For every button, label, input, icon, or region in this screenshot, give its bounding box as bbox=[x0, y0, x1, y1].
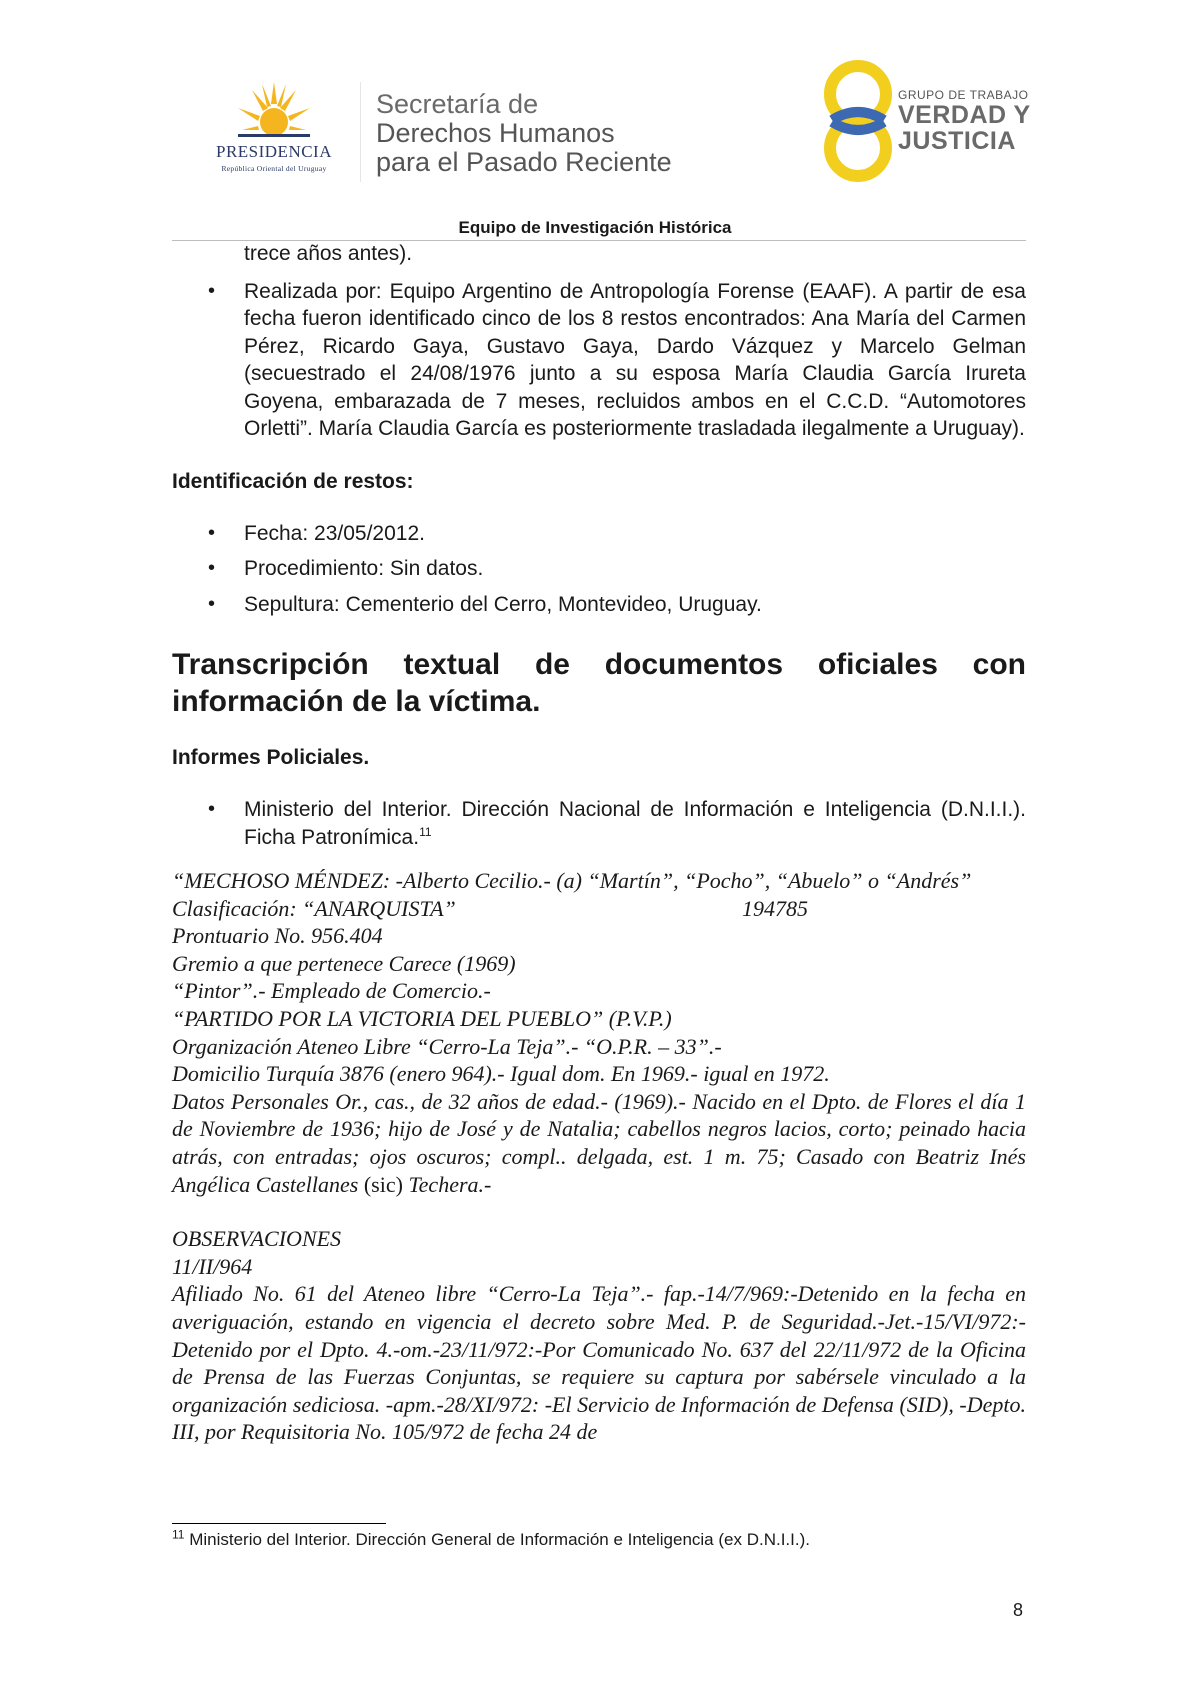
ficha-obs-text: Afiliado No. 61 del Ateneo libre “Cerro-La Teja”.- fap.-14/7/969:-Detenido en la fecha en averiguación, estando en vigencia el decreto sobre Med. P. de Seguridad.-Jet.-15/VI/972:-Detenido por el Dpto. 4.-om.-23/11/972:-Por Comunicado No. 637 del 22/11/972 de la Oficina de Prensa de las Fuerzas Conjuntas, se requiere su captura por sabérsele vinculado a la organización sediciosa. -apm.-28/XI/972: -El Servicio de Información de Defensa (SID), -Depto. III, por Requisitoria No. 105/972 de fecha 24 de bbox=[172, 1281, 1026, 1445]
ficha-gremio: Gremio a que pertenece Carece (1969) bbox=[172, 950, 516, 976]
presidencia-subtitle: República Oriental del Uruguay bbox=[221, 164, 327, 173]
presidencia-logo bbox=[198, 82, 350, 182]
header-divider bbox=[360, 82, 361, 182]
list-item: • Procedimiento: Sin datos. bbox=[172, 555, 1026, 583]
ficha-datos-text: Datos Personales Or., cas., de 32 años de edad.- (1969).- Nacido en el Dpto. de Flores el día 1 de Noviembre de 1936; hijo de José y de Natalia; cabellos negros lacios, corto; peinado hacia atrás, con entradas; ojos oscuros; compl.. delgada, est. 1 m. 75; Casado con Beatriz Inés Angélica Castellanes bbox=[172, 1088, 1026, 1197]
ficha-transcription bbox=[172, 867, 1026, 1446]
secretaria-line1: Secretaría de bbox=[376, 89, 539, 119]
ficha-domicilio: Domicilio Turquía 3876 (enero 964).- Igual dom. En 1969.- igual en 1972. bbox=[172, 1061, 830, 1087]
team-title: Equipo de Investigación Histórica bbox=[458, 218, 732, 237]
footnote-text: Ministerio del Interior. Dirección General de Información e Inteligencia (ex D.N.I.I.). bbox=[189, 1530, 810, 1549]
ficha-sic: (sic) bbox=[363, 1171, 403, 1197]
ficha-observaciones: OBSERVACIONES bbox=[172, 1226, 342, 1252]
secretaria-line2: Derechos Humanos bbox=[376, 118, 615, 148]
vyj-line2: JUSTICIA bbox=[898, 127, 1016, 155]
ficha-name: “MECHOSO MÉNDEZ: -Alberto Cecilio.- (a) “Martín”, “Pocho”, “Abuelo” o “Andrés” bbox=[172, 868, 972, 893]
informes-heading: Informes Policiales. bbox=[172, 746, 370, 769]
vyj-small: GRUPO DE TRABAJO bbox=[898, 88, 1029, 102]
list-item: • Fecha: 23/05/2012. bbox=[172, 520, 1026, 548]
ficha-partido: “PARTIDO POR LA VICTORIA DEL PUEBLO” (P.V.P.) bbox=[172, 1005, 672, 1031]
secretaria-title bbox=[376, 90, 672, 177]
ficha-clasificacion-row bbox=[172, 895, 1026, 923]
ministerio-text: Ministerio del Interior. Dirección Nacional de Información e Inteligencia (D.N.I.I.). Ficha Patronímica. bbox=[244, 798, 1026, 849]
ficha-obs-date: 11/II/964 bbox=[172, 1253, 253, 1279]
carry-line: trece años antes). bbox=[244, 242, 413, 265]
ficha-organizacion: Organización Ateneo Libre “Cerro-La Teja”.- “O.P.R. – 33”.- bbox=[172, 1033, 722, 1059]
list-item bbox=[172, 796, 1026, 851]
ficha-datos-end: Techera.- bbox=[408, 1171, 492, 1197]
ficha-ocupacion: “Pintor”.- Empleado de Comercio.- bbox=[172, 978, 491, 1004]
footnote-ref: 11 bbox=[419, 824, 432, 839]
page-number: 8 bbox=[1013, 1600, 1024, 1620]
page-content bbox=[172, 240, 1026, 1446]
identificacion-heading: Identificación de restos: bbox=[172, 469, 414, 493]
footnote-number: 11 bbox=[172, 1527, 185, 1542]
presidencia-title: PRESIDENCIA bbox=[215, 142, 332, 161]
list-item: • Sepultura: Cementerio del Cerro, Montevideo, Uruguay. bbox=[172, 591, 1026, 619]
verdad-justicia-text bbox=[898, 88, 1031, 154]
ficha-datos bbox=[172, 1088, 1026, 1198]
ficha-number: 194785 bbox=[742, 895, 808, 921]
verdad-justicia-logo-icon bbox=[822, 56, 894, 184]
identificacion-list bbox=[172, 520, 1026, 619]
ficha-clasificacion: Clasificación: “ANARQUISTA” bbox=[172, 895, 456, 921]
vyj-line1: VERDAD Y bbox=[898, 101, 1031, 129]
secretaria-line3: para el Pasado Reciente bbox=[376, 147, 672, 177]
section-heading: Transcripción textual de documentos oficiales con información de la víctima. bbox=[172, 648, 1026, 718]
footnote-rule bbox=[172, 1523, 386, 1524]
list-item: • Realizada por: Equipo Argentino de Antropología Forense (EAAF). A partir de esa fecha fueron identificado cinco de los 8 restos encontrados: Ana María del Carmen Pérez, Ricardo Gaya, Gustavo Gaya, Dardo Vázquez y Marcelo Gelman (secuestrado el 24/08/1976 junto a su esposa María Claudia García Irureta Goyena, embarazada de 7 meses, recluidos ambos en el C.C.D. “Automotores Orletti”. María Claudia García es posteriormente trasladada ilegalmente a Uruguay). bbox=[172, 278, 1026, 443]
footnote bbox=[172, 1527, 810, 1550]
ficha-prontuario: Prontuario No. 956.404 bbox=[172, 923, 383, 949]
